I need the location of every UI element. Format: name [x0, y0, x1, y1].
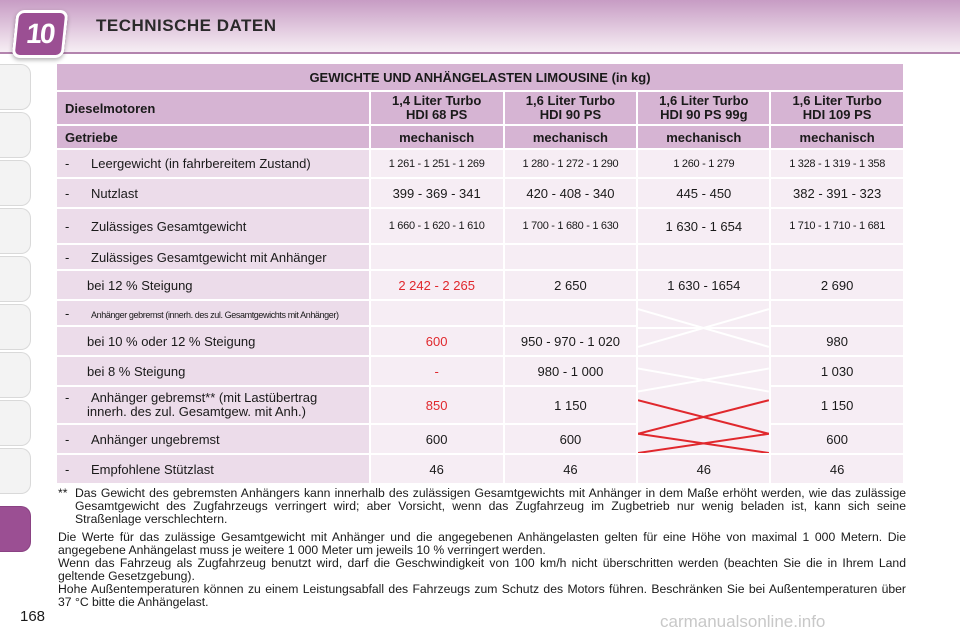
cell-value: 1 700 - 1 680 - 1 630	[505, 209, 637, 243]
engine-column-header: 1,6 Liter Turbo HDI 109 PS	[771, 92, 903, 124]
side-tab[interactable]	[0, 352, 31, 398]
cell-value: 1 660 - 1 620 - 1 610	[371, 209, 503, 243]
footnote-marker: **	[58, 486, 68, 500]
cell-value: 1 710 - 1 710 - 1 681	[771, 209, 903, 243]
cell-value: 1 630 - 1 654	[638, 209, 769, 243]
gearbox-row	[57, 126, 903, 148]
gearbox-value: mechanisch	[505, 126, 637, 148]
row-label: Leergewicht (in fahrbereitem Zustand)	[91, 156, 311, 171]
cell-value: 420 - 408 - 340	[505, 179, 637, 207]
cell-value: 46	[771, 455, 903, 483]
cell-value: 600	[771, 425, 903, 453]
side-tab[interactable]	[0, 304, 31, 350]
cell-value-highlighted: -	[371, 357, 503, 385]
footnote-text: Das Gewicht des gebremsten Anhängers kann innerhalb des zulässigen Gesamtgewichts mit Anhänger in dem Maße erhöht werden, wie das zulässige Gesamtgewicht des Zugfahrzeugs verringert wird; aber Vorsicht, wenn das Zugfahrzeug im Zugbetrieb nur wenig beladen ist, kann sich seine Straßenlage verschlechtern.	[75, 486, 906, 526]
temperature-paragraph: Hohe Außentemperaturen können zu einem Leistungsabfall des Fahrzeugs zum Schutz des Motors führen. Beschränken Sie bei Außentemperaturen über 37 °C bitte die Anhängelast.	[58, 582, 906, 609]
row-label: Empfohlene Stützlast	[91, 461, 214, 477]
table-row	[57, 327, 903, 355]
cell-value: 1 261 - 1 251 - 1 269	[371, 150, 503, 177]
row-label: innerh. des zul. Gesamtgew. mit Anh.)	[87, 404, 306, 419]
page-number: 168	[20, 608, 46, 625]
table-row: - Anhänger gebremst (innerh. des zul. Gesamtgewichts mit Anhänger)	[57, 301, 903, 325]
side-tab[interactable]	[0, 160, 31, 206]
cell-value: 2 650	[505, 271, 637, 299]
cell-value: 950 - 970 - 1 020	[505, 327, 637, 355]
cell-value: 445 - 450	[638, 179, 769, 207]
cell-value-highlighted: 600	[371, 327, 503, 355]
cell-value: 1 150	[771, 387, 903, 423]
cell-value: 1 150	[505, 387, 637, 423]
altitude-paragraph: Die Werte für das zulässige Gesamtgewicht mit Anhänger und die angegebenen Anhängelasten gelten für eine Höhe von maximal 1 000 Metern. Die angegebene Anhängelast muss je weitere 1 000 Meter um jeweils 10 % verringert werden.	[58, 530, 906, 557]
row-label: Anhänger gebremst** (mit Lastübertrag	[91, 390, 318, 405]
side-tab[interactable]	[0, 448, 31, 494]
row-label: Anhänger ungebremst	[91, 431, 220, 447]
row-label: Zulässiges Gesamtgewicht	[91, 218, 247, 234]
not-applicable-cross	[638, 301, 769, 355]
table-row	[57, 271, 903, 299]
cell-value-highlighted: 2 242 - 2 265	[371, 271, 503, 299]
table-row	[57, 357, 903, 385]
cell-value: 2 690	[771, 271, 903, 299]
side-tab[interactable]	[0, 256, 31, 302]
cell-value: 1 328 - 1 319 - 1 358	[771, 150, 903, 177]
chapter-badge: 10	[11, 10, 68, 58]
cell-value: 1 280 - 1 272 - 1 290	[505, 150, 637, 177]
table-row: - Empfohlene Stützlast 46 46 46 46	[57, 455, 903, 483]
row-label: Nutzlast	[91, 185, 138, 201]
cell-value: 399 - 369 - 341	[371, 179, 503, 207]
speed-paragraph: Wenn das Fahrzeug als Zugfahrzeug benutzt wird, darf die Geschwindigkeit von 100 km/h nicht überschritten werden (beachten Sie die in Ihrem Land geltende Gesetzgebung).	[58, 556, 906, 583]
side-tab[interactable]	[0, 400, 31, 446]
cell-value: 600	[371, 425, 503, 453]
cell-value: 1 030	[771, 357, 903, 385]
engine-label: Dieselmotoren	[57, 92, 369, 124]
gearbox-value: mechanisch	[771, 126, 903, 148]
cell-value: 980 - 1 000	[505, 357, 637, 385]
not-applicable-cross-icon	[638, 301, 769, 355]
row-label: Anhänger gebremst (innerh. des zul. Gesamtgewichts mit Anhänger)	[91, 309, 339, 320]
watermark: carmanualsonline.info	[660, 612, 826, 631]
table-row: - Nutzlast 399 - 369 - 341 420 - 408 - 340 445 - 450 382 - 391 - 323	[57, 179, 903, 207]
row-label: bei 10 % oder 12 % Steigung	[87, 333, 256, 349]
table-caption: GEWICHTE UND ANHÄNGELASTEN LIMOUSINE (in kg)	[57, 64, 903, 90]
row-label: Zulässiges Gesamtgewicht mit Anhänger	[91, 249, 327, 265]
page-title: TECHNISCHE DATEN	[96, 16, 277, 35]
cell-value: 46	[505, 455, 637, 483]
engine-header-row	[57, 92, 903, 124]
side-tab-active[interactable]	[0, 506, 31, 552]
side-tab[interactable]	[0, 112, 31, 158]
table-row: - Zulässiges Gesamtgewicht mit Anhänger	[57, 245, 903, 269]
cell-value: 382 - 391 - 323	[771, 179, 903, 207]
engine-column-header: 1,6 Liter Turbo HDI 90 PS 99g	[638, 92, 769, 124]
table-row: - Anhänger gebremst** (mit Lastübertrag innerh. des zul. Gesamtgew. mit Anh.) 850 1 150 1 150	[57, 387, 903, 423]
not-applicable-cross-icon	[638, 357, 769, 453]
gearbox-label: Getriebe	[57, 126, 369, 148]
side-tab[interactable]	[0, 208, 31, 254]
side-tab-index	[0, 64, 34, 624]
engine-column-header: 1,4 Liter Turbo HDI 68 PS	[371, 92, 503, 124]
row-label: bei 8 % Steigung	[87, 363, 186, 379]
weights-table	[55, 62, 905, 485]
table-row: - Leergewicht (in fahrbereitem Zustand) 1 261 - 1 251 - 1 269 1 280 - 1 272 - 1 290 1 260 - 1 279 1 328 - 1 319 - 1 358	[57, 150, 903, 177]
footnote	[58, 487, 906, 526]
cell-value: 1 260 - 1 279	[638, 150, 769, 177]
cell-value-highlighted: 850	[371, 387, 503, 423]
cell-value: 600	[505, 425, 637, 453]
cell-value: 1 630 - 1654	[638, 271, 769, 299]
cell-value: 980	[771, 327, 903, 355]
engine-column-header: 1,6 Liter Turbo HDI 90 PS	[505, 92, 637, 124]
cell-value: 46	[638, 455, 769, 483]
gearbox-value: mechanisch	[638, 126, 769, 148]
table-row: - Zulässiges Gesamtgewicht 1 660 - 1 620 - 1 610 1 700 - 1 680 - 1 630 1 630 - 1 654 1 710 - 1 710 - 1 681	[57, 209, 903, 243]
side-tab[interactable]	[0, 64, 31, 110]
row-label: bei 12 % Steigung	[87, 277, 193, 293]
cell-value: 46	[371, 455, 503, 483]
table-row: - Anhänger ungebremst 600 600 600	[57, 425, 903, 453]
gearbox-value: mechanisch	[371, 126, 503, 148]
not-applicable-cross	[638, 357, 769, 453]
